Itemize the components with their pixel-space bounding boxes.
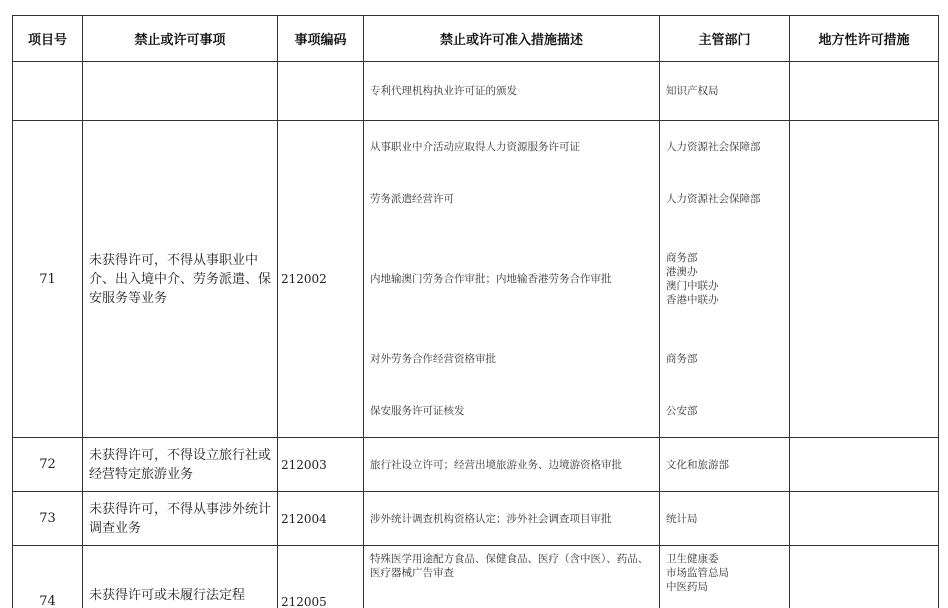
- dept-text: 公安部: [666, 405, 698, 417]
- row-dept-cell: [660, 546, 790, 608]
- row-dept-cell: [660, 62, 790, 121]
- header-item: 禁止或许可事项: [83, 16, 278, 62]
- row-no: 74: [13, 546, 83, 608]
- table-row: [13, 121, 939, 438]
- row-code: 212005: [278, 546, 364, 608]
- row-local: [790, 121, 939, 438]
- desc-text: 对外劳务合作经营资格审批: [370, 353, 496, 365]
- row-code: [278, 62, 364, 121]
- dept-text: 文化和旅游部: [666, 458, 729, 471]
- row-no: 71: [13, 121, 83, 438]
- header-no: 项目号: [13, 16, 83, 62]
- row-local: [790, 492, 939, 546]
- row-dept-cell: [660, 492, 790, 546]
- table-row: [13, 492, 939, 546]
- table-row: [13, 546, 939, 608]
- row-item: 未获得许可，不得从事职业中介、出入境中介、劳务派遣、保安服务等业务: [83, 121, 278, 438]
- table-row: [13, 62, 939, 121]
- row-code: 212004: [278, 492, 364, 546]
- dept-text: 商务部: [666, 353, 698, 365]
- header-code: 事项编码: [278, 16, 364, 62]
- row-item: 未获得许可或未履行法定程: [83, 546, 278, 608]
- desc-text: 保安服务许可证核发: [370, 405, 465, 417]
- row-dept-cell: [660, 121, 790, 438]
- dept-text: 市场监管总局: [666, 567, 729, 579]
- dept-text: 卫生健康委: [666, 553, 719, 565]
- desc-text: 劳务派遣经营许可: [370, 193, 454, 205]
- dept-list: [660, 225, 789, 333]
- header-dept: 主管部门: [660, 16, 790, 62]
- row-local: [790, 546, 939, 608]
- row-desc-cell: [364, 121, 660, 438]
- row-code: 212002: [278, 121, 364, 438]
- desc-text: 内地输澳门劳务合作审批；内地输香港劳务合作审批: [370, 273, 612, 285]
- desc-text: 涉外统计调查机构资格认定；涉外社会调查项目审批: [370, 512, 612, 525]
- dept-text: 港澳办: [666, 266, 698, 278]
- row-desc-cell: [364, 546, 660, 608]
- row-no: [13, 62, 83, 121]
- row-item: 未获得许可，不得设立旅行社或经营特定旅游业务: [83, 438, 278, 492]
- dept-text: 人力资源社会保障部: [666, 141, 761, 153]
- row-dept-cell: [660, 438, 790, 492]
- header-desc: 禁止或许可准入措施描述: [364, 16, 660, 62]
- row-desc-cell: [364, 492, 660, 546]
- dept-list: [660, 546, 789, 594]
- table-row: [13, 438, 939, 492]
- row-item: 未获得许可，不得从事涉外统计调查业务: [83, 492, 278, 546]
- desc-text: 专利代理机构执业许可证的颁发: [370, 85, 517, 97]
- dept-text: 中医药局: [666, 581, 708, 593]
- header-local: 地方性许可措施: [790, 16, 939, 62]
- dept-text: 统计局: [666, 512, 698, 525]
- desc-text: 旅行社设立许可；经营出境旅游业务、边境游资格审批: [370, 458, 622, 471]
- dept-text: 知识产权局: [666, 85, 719, 97]
- row-local: [790, 438, 939, 492]
- dept-text: 商务部: [666, 252, 698, 264]
- desc-text: 特殊医学用途配方食品、保健食品、医疗（含中医）、药品、医疗器械广告审查: [370, 553, 649, 579]
- row-item: [83, 62, 278, 121]
- row-desc-cell: [364, 438, 660, 492]
- row-no: 73: [13, 492, 83, 546]
- table-header-row: [13, 16, 939, 62]
- row-desc-cell: [364, 62, 660, 121]
- dept-text: 澳门中联办: [666, 280, 719, 292]
- permit-table: [12, 15, 939, 608]
- row-local: [790, 62, 939, 121]
- dept-text: 人力资源社会保障部: [666, 193, 761, 205]
- dept-text: 香港中联办: [666, 294, 719, 306]
- row-no: 72: [13, 438, 83, 492]
- desc-text: 从事职业中介活动应取得人力资源服务许可证: [370, 141, 580, 153]
- row-code: 212003: [278, 438, 364, 492]
